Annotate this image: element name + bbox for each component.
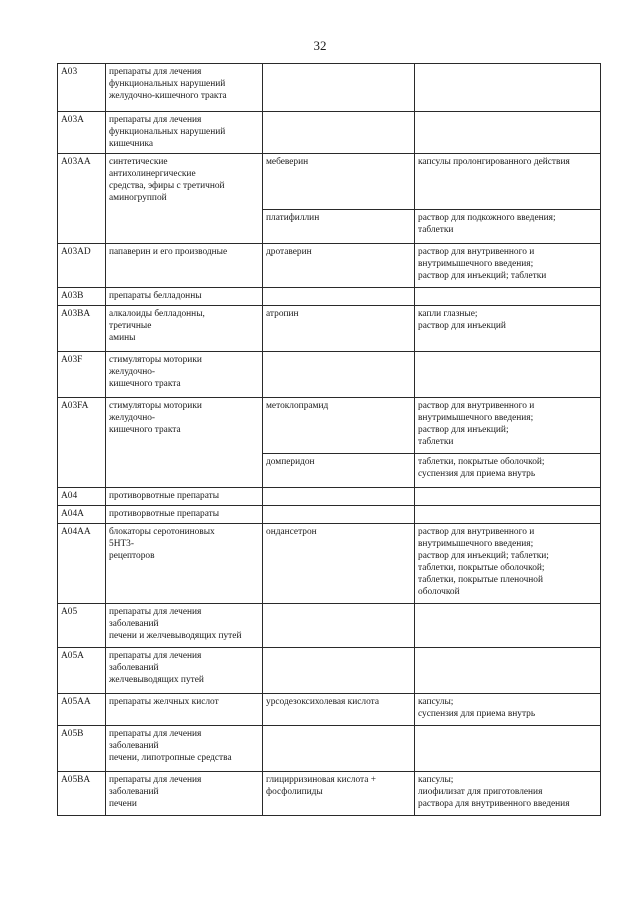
drug-cell xyxy=(263,64,415,112)
atc-code-cell: A03 xyxy=(58,64,106,112)
atc-code-cell: A04 xyxy=(58,488,106,506)
table-row xyxy=(58,398,601,454)
atc-code-cell: A05AA xyxy=(58,694,106,726)
drug-cell: метоклопрамид xyxy=(263,398,415,454)
atc-code-cell: A03AA xyxy=(58,154,106,244)
dosage-form-cell xyxy=(415,488,601,506)
drug-cell xyxy=(263,488,415,506)
atc-code-cell: A05 xyxy=(58,604,106,648)
table-row xyxy=(58,506,601,524)
dosage-form-cell: капсулы; суспензия для приема внутрь xyxy=(415,694,601,726)
drug-cell: платифиллин xyxy=(263,210,415,244)
dosage-form-cell xyxy=(415,648,601,694)
table-row xyxy=(58,154,601,210)
drug-classification-table xyxy=(57,63,601,816)
dosage-form-cell xyxy=(415,604,601,648)
drug-cell xyxy=(263,352,415,398)
atc-code-cell: A03A xyxy=(58,112,106,154)
drug-cell: домперидон xyxy=(263,454,415,488)
atc-code-cell: A03F xyxy=(58,352,106,398)
dosage-form-cell: раствор для внутривенного и внутримышечного введения; раствор для инъекций; таблетки xyxy=(415,244,601,288)
table-row xyxy=(58,288,601,306)
atc-code-cell: A05BA xyxy=(58,772,106,816)
dosage-form-cell: капли глазные; раствор для инъекций xyxy=(415,306,601,352)
drug-cell: урсодезоксихолевая кислота xyxy=(263,694,415,726)
group-cell: препараты для лечения заболеваний желчевыводящих путей xyxy=(106,648,263,694)
dosage-form-cell: раствор для подкожного введения; таблетки xyxy=(415,210,601,244)
dosage-form-cell: капсулы пролонгированного действия xyxy=(415,154,601,210)
atc-code-cell: A05A xyxy=(58,648,106,694)
atc-code-cell: A05B xyxy=(58,726,106,772)
drug-cell: атропин xyxy=(263,306,415,352)
group-cell: препараты для лечения заболеваний печени, липотропные средства xyxy=(106,726,263,772)
drug-cell: мебеверин xyxy=(263,154,415,210)
drug-cell xyxy=(263,604,415,648)
dosage-form-cell: таблетки, покрытые оболочкой; суспензия для приема внутрь xyxy=(415,454,601,488)
table-row xyxy=(58,64,601,112)
group-cell: препараты для лечения заболеваний печени и желчевыводящих путей xyxy=(106,604,263,648)
group-cell: препараты для лечения заболеваний печени xyxy=(106,772,263,816)
group-cell: препараты белладонны xyxy=(106,288,263,306)
dosage-form-cell: раствор для внутривенного и внутримышечного введения; раствор для инъекций; таблетки; таблетки, покрытые оболочкой; таблетки, покрытые пленочной оболочкой xyxy=(415,524,601,604)
table-row xyxy=(58,604,601,648)
dosage-form-cell: раствор для внутривенного и внутримышечного введения; раствор для инъекций; таблетки xyxy=(415,398,601,454)
group-cell: синтетические антихолинергические средства, эфиры с третичной аминогруппой xyxy=(106,154,263,244)
group-cell: противорвотные препараты xyxy=(106,488,263,506)
drug-cell: ондансетрон xyxy=(263,524,415,604)
dosage-form-cell: капсулы; лиофилизат для приготовления раствора для внутривенного введения xyxy=(415,772,601,816)
atc-code-cell: A04AA xyxy=(58,524,106,604)
drug-cell xyxy=(263,288,415,306)
group-cell: стимуляторы моторики желудочно- кишечного тракта xyxy=(106,398,263,488)
dosage-form-cell xyxy=(415,726,601,772)
table-row xyxy=(58,352,601,398)
drug-cell xyxy=(263,648,415,694)
drug-cell: глицирризиновая кислота + фосфолипиды xyxy=(263,772,415,816)
table-row xyxy=(58,772,601,816)
group-cell: блокаторы серотониновых 5HT3- рецепторов xyxy=(106,524,263,604)
table-row xyxy=(58,488,601,506)
group-cell: папаверин и его производные xyxy=(106,244,263,288)
dosage-form-cell xyxy=(415,288,601,306)
dosage-form-cell xyxy=(415,112,601,154)
atc-code-cell: A03AD xyxy=(58,244,106,288)
drug-cell xyxy=(263,726,415,772)
table-row xyxy=(58,694,601,726)
atc-code-cell: A03BA xyxy=(58,306,106,352)
group-cell: противорвотные препараты xyxy=(106,506,263,524)
table-row xyxy=(58,524,601,604)
group-cell: препараты желчных кислот xyxy=(106,694,263,726)
dosage-form-cell xyxy=(415,506,601,524)
table-row xyxy=(58,244,601,288)
table-row xyxy=(58,112,601,154)
group-cell: препараты для лечения функциональных нарушений желудочно-кишечного тракта xyxy=(106,64,263,112)
drug-cell xyxy=(263,112,415,154)
atc-code-cell: A04A xyxy=(58,506,106,524)
atc-code-cell: A03FA xyxy=(58,398,106,488)
drug-cell: дротаверин xyxy=(263,244,415,288)
drug-cell xyxy=(263,506,415,524)
group-cell: препараты для лечения функциональных нарушений кишечника xyxy=(106,112,263,154)
table-row xyxy=(58,306,601,352)
page-number: 32 xyxy=(313,38,327,53)
dosage-form-cell xyxy=(415,64,601,112)
dosage-form-cell xyxy=(415,352,601,398)
group-cell: стимуляторы моторики желудочно- кишечного тракта xyxy=(106,352,263,398)
table-row xyxy=(58,648,601,694)
group-cell: алкалоиды белладонны, третичные амины xyxy=(106,306,263,352)
table-row xyxy=(58,726,601,772)
atc-code-cell: A03B xyxy=(58,288,106,306)
